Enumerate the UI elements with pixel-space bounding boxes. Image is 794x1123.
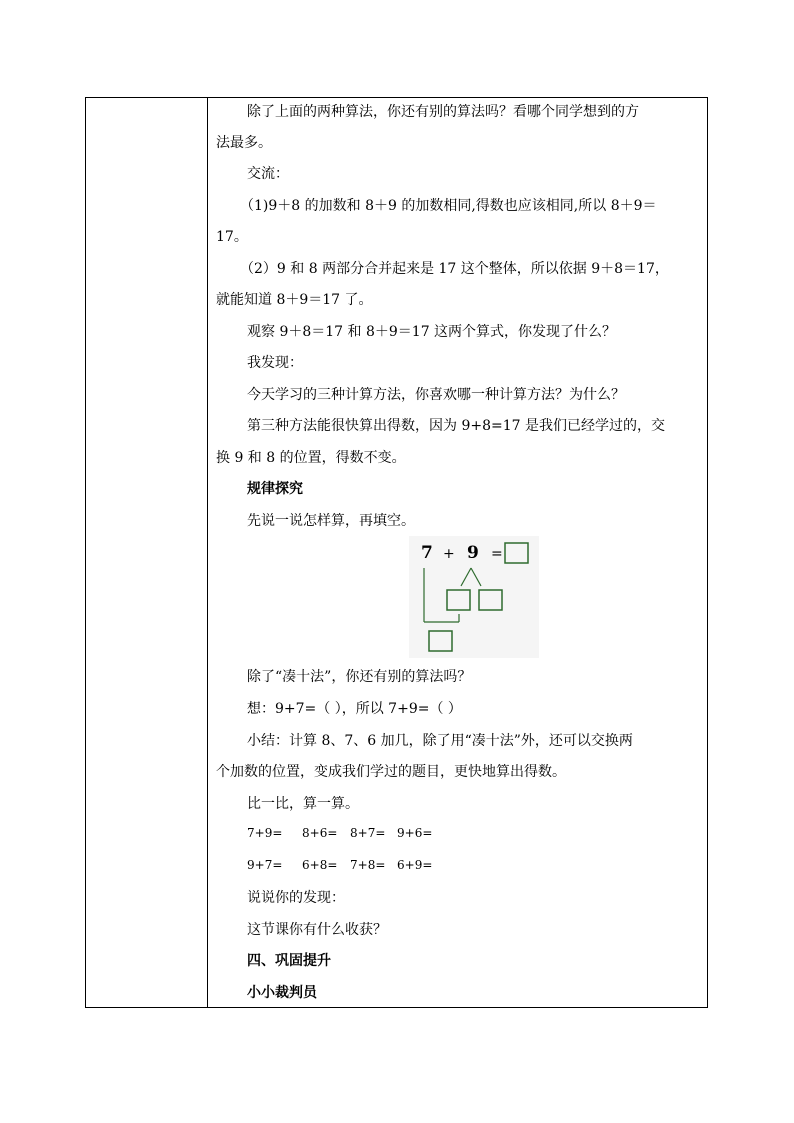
paragraph-line: 观察 9＋8＝17 和 8＋9＝17 这两个算式，你发现了什么？	[247, 324, 617, 340]
exercise-item: 7+9=	[247, 826, 283, 840]
ten-box[interactable]	[429, 631, 452, 651]
paragraph-line: 换 9 和 8 的位置，得数不变。	[216, 450, 406, 466]
paragraph-line: 说说你的发现：	[247, 890, 345, 906]
paragraph-line: 个加数的位置，变成我们学过的题目，更快地算出得数。	[216, 764, 566, 780]
equals-sign: =	[491, 546, 503, 562]
split-line-left	[461, 568, 471, 586]
section-heading: 小小裁判员	[247, 985, 317, 1001]
paragraph-line: 今天学习的三种计算方法，你喜欢哪一种计算方法？为什么？	[247, 387, 625, 403]
paragraph-line: 小结：计算 8、7、6 加几，除了用“凑十法”外，还可以交换两	[247, 733, 633, 749]
exercise-row	[247, 858, 432, 872]
answer-box[interactable]	[505, 543, 528, 563]
section-heading: 规律探究	[247, 481, 303, 497]
make-ten-figure	[409, 536, 539, 658]
column-divider	[207, 98, 208, 1007]
exercise-item: 7+8=	[350, 858, 386, 872]
exercise-item: 6+8=	[302, 858, 338, 872]
addend-b: 9	[467, 543, 479, 563]
paragraph-line: 比一比，算一算。	[247, 796, 359, 812]
paragraph-line: （2）9 和 8 两部分合并起来是 17 这个整体，所以依据 9＋8＝17，	[240, 261, 669, 277]
paragraph-line: 我发现：	[247, 355, 303, 371]
addend-a: 7	[421, 543, 433, 563]
exercise-item: 6+9=	[397, 858, 433, 872]
section-heading: 四、巩固提升	[247, 953, 331, 969]
paragraph-line: 17。	[216, 229, 248, 245]
paragraph-line: 就能知道 8＋9＝17 了。	[216, 292, 373, 308]
split-box-2[interactable]	[479, 590, 502, 610]
paragraph-line: 第三种方法能很快算出得数，因为 9+8=17 是我们已经学过的，交	[247, 418, 665, 434]
paragraph-line: 交流：	[247, 166, 289, 182]
exercise-item: 9+7=	[247, 858, 283, 872]
paragraph-line: （1)9＋8 的加数和 8＋9 的加数相同,得数也应该相同,所以 8＋9＝	[240, 198, 657, 214]
paragraph-line: 除了上面的两种算法，你还有别的算法吗？看哪个同学想到的方	[247, 104, 639, 120]
exercise-item: 9+6=	[397, 826, 433, 840]
paragraph-line: 除了“凑十法”，你还有别的算法吗？	[247, 669, 472, 685]
split-box-1[interactable]	[447, 590, 470, 610]
paragraph-line: 这节课你有什么收获？	[247, 922, 387, 938]
split-line-right	[471, 568, 481, 586]
make-ten-diagram	[409, 536, 539, 658]
paragraph-line: 先说一说怎样算，再填空。	[247, 513, 415, 529]
exercise-item: 8+6=	[302, 826, 338, 840]
paragraph-line: 想：9+7=（ ），所以 7+9=（ ）	[247, 701, 462, 717]
plus-sign: +	[443, 546, 455, 562]
paragraph-line: 法最多。	[216, 135, 272, 151]
exercise-row	[247, 826, 432, 840]
exercise-item: 8+7=	[350, 826, 386, 840]
